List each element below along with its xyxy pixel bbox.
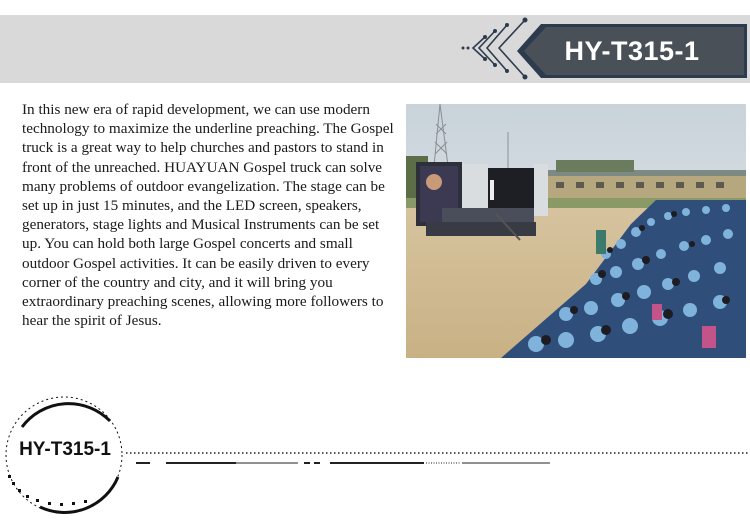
gospel-truck-crowd-photo [406,104,746,358]
article-text: In this new era of rapid development, we can use modern technology to maximize the underline preaching. The Gospel truck is a great way to help churches and pastors to stand in front of the unreached. HUAYUAN Gospel truck can solve many problems of outdoor evangelization. The stage can be set up in just 15 minutes, and the LED screen, speakers, generators, stage lights and Musical Instruments can be set up. You can hold both large Gospel concerts and small outdoor Gospel activities. It can be easily driven to every corner of the country and city, and it will bring you extraordinary preaching scenes, allowing more followers to hear the spirit of Jesus. [22,101,394,330]
model-tag-label: HY-T315-1 [564,35,700,66]
footer-badge-label: HY-T315-1 [19,439,111,460]
